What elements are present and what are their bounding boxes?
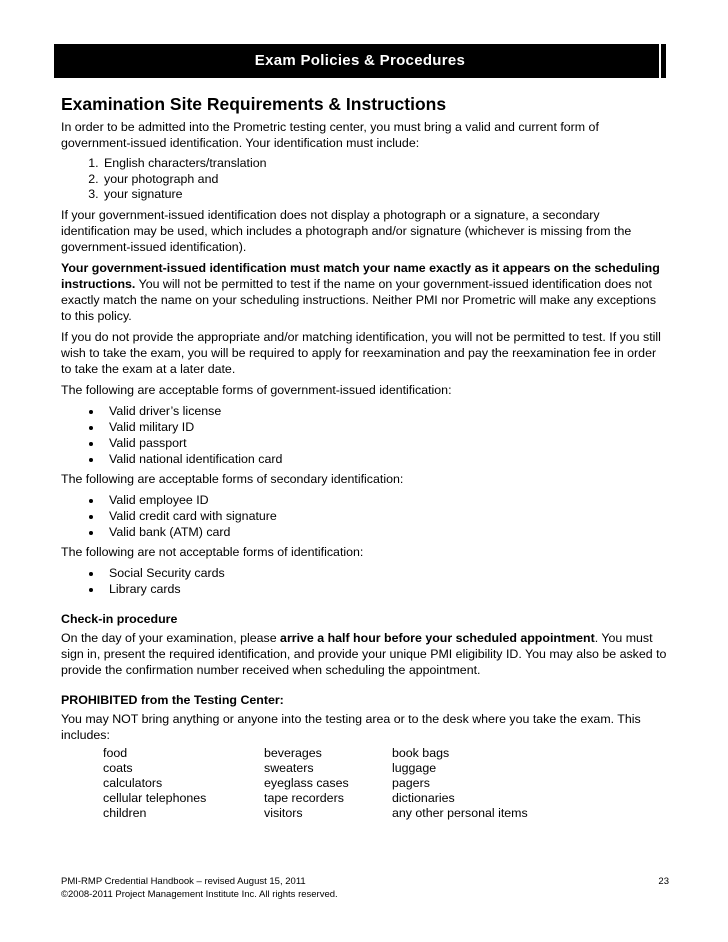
- footer-handbook-line: PMI-RMP Credential Handbook – revised August 15, 2011: [61, 876, 306, 887]
- list-item: 3. your signature: [102, 187, 669, 203]
- table-cell: tape recorders: [264, 790, 344, 805]
- id-requirements-list: [61, 156, 669, 203]
- list-item: 2. your photograph and: [102, 172, 669, 188]
- secondary-id-intro: The following are acceptable forms of secondary identification:: [61, 471, 404, 486]
- footer-copyright-line: ©2008-2011 Project Management Institute Inc. All rights reserved.: [61, 889, 338, 900]
- list-item: • Social Security cards: [103, 565, 669, 581]
- main-content: [61, 93, 669, 821]
- list-item: • Valid driver’s license: [103, 403, 669, 419]
- not-acceptable-list: [61, 565, 669, 597]
- list-item: • Valid credit card with signature: [103, 508, 669, 524]
- secondary-id-paragraph: If your government-issued identification does not display a photograph or a signature, a secondary identification may be used, which includes a photograph and/or signature (whichever is missing from the government-issued identification).: [61, 207, 632, 254]
- table-cell: any other personal items: [392, 805, 528, 820]
- page-banner: [54, 44, 666, 78]
- banner-edge-line: [659, 44, 661, 78]
- page-number: 23: [658, 876, 669, 887]
- table-cell: luggage: [392, 760, 437, 775]
- prohibited-items-table: [103, 746, 572, 821]
- list-item: • Valid passport: [103, 435, 669, 451]
- checkin-heading: Check-in procedure: [61, 611, 178, 626]
- no-id-paragraph: If you do not provide the appropriate and/or matching identification, you will not be permitted to test. If you still wish to take the exam, you will be required to apply for reexamination and pay the reexamination fee in order to take the exam at a later date.: [61, 329, 661, 376]
- table-row: [103, 791, 572, 806]
- list-item: • Valid national identification card: [103, 451, 669, 467]
- table-row: [103, 746, 572, 761]
- gov-id-list: [61, 403, 669, 467]
- list-item: • Valid bank (ATM) card: [103, 524, 669, 540]
- table-cell: dictionaries: [392, 790, 455, 805]
- checkin-paragraph: [61, 630, 669, 678]
- secondary-id-list: [61, 492, 669, 540]
- banner-title: Exam Policies & Procedures: [254, 52, 466, 69]
- table-row: [103, 761, 572, 776]
- not-acceptable-intro: The following are not acceptable forms of identification:: [61, 544, 364, 559]
- table-cell: calculators: [103, 775, 163, 790]
- table-row: [103, 806, 572, 821]
- list-item: • Library cards: [103, 581, 669, 597]
- table-cell: sweaters: [264, 760, 314, 775]
- list-item: 1. English characters/translation: [102, 156, 669, 172]
- table-cell: children: [103, 805, 147, 820]
- table-cell: pagers: [392, 775, 430, 790]
- table-cell: food: [103, 745, 128, 760]
- table-cell: beverages: [264, 745, 322, 760]
- list-item: • Valid military ID: [103, 419, 669, 435]
- name-match-paragraph: [61, 260, 669, 324]
- table-row: [103, 776, 572, 791]
- gov-id-intro: The following are acceptable forms of government-issued identification:: [61, 382, 452, 397]
- name-match-bold: Your government-issued identification must match your name exactly as it appears on the scheduling instructions.: [61, 260, 660, 291]
- checkin-bold: arrive a half hour before your scheduled appointment: [280, 630, 595, 645]
- table-cell: eyeglass cases: [264, 775, 349, 790]
- table-cell: cellular telephones: [103, 790, 207, 805]
- list-item: • Valid employee ID: [103, 492, 669, 508]
- intro-paragraph: In order to be admitted into the Prometric testing center, you must bring a valid and current form of government-issued identification. Your identification must include:: [61, 120, 599, 150]
- prohibited-intro: You may NOT bring anything or anyone into the testing area or to the desk where you take the exam. This includes:: [61, 711, 641, 742]
- checkin-post: . You must sign in, present the required identification, and provide your unique PMI eligibility ID. You may also be asked to provide the confirmation number received when scheduling the appointment.: [61, 630, 667, 677]
- table-cell: coats: [103, 760, 133, 775]
- prohibited-heading: PROHIBITED from the Testing Center:: [61, 692, 284, 707]
- table-cell: book bags: [392, 745, 450, 760]
- name-match-rest: You will not be permitted to test if the name on your government-issued identification does not exactly match the name on your scheduling instructions. Neither PMI nor Prometric will make any exceptions to this policy.: [61, 276, 657, 323]
- page-footer: [61, 875, 669, 901]
- checkin-pre: On the day of your examination, please: [61, 630, 281, 645]
- section-heading: Examination Site Requirements & Instructions: [61, 94, 447, 114]
- table-cell: visitors: [264, 805, 303, 820]
